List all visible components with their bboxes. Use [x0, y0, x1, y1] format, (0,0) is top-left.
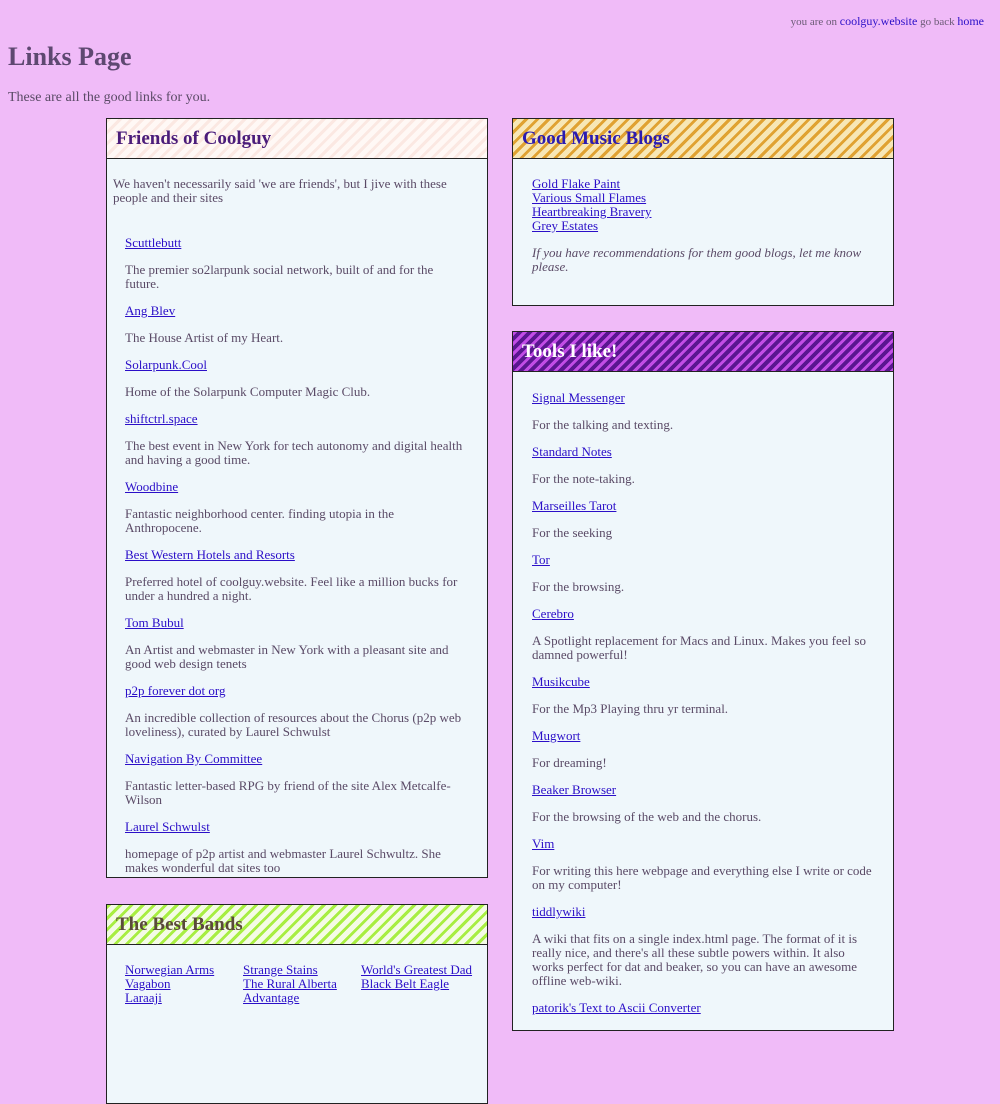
bands-grid	[107, 945, 487, 1005]
tool-link[interactable]: Tor	[532, 552, 550, 567]
top-nav	[791, 14, 984, 29]
tools-panel	[512, 331, 894, 1031]
music-panel-header	[513, 119, 893, 159]
friend-description: An incredible collection of resources about the Chorus (p2p web loveliness), curated by Laurel Schwulst	[125, 710, 462, 739]
music-list	[513, 159, 893, 274]
tool-link[interactable]: Marseilles Tarot	[532, 498, 617, 513]
band-link[interactable]: The Rural Alberta Advantage	[243, 976, 337, 1005]
tool-link[interactable]: Musikcube	[532, 674, 590, 689]
tool-link[interactable]: tiddlywiki	[532, 904, 586, 919]
music-blog-link[interactable]: Heartbreaking Bravery	[532, 204, 652, 219]
tool-description: For writing this here webpage and everything else I write or code on my computer!	[532, 863, 872, 892]
topnav-prefix: you are on	[790, 16, 838, 28]
friends-panel-header	[107, 119, 487, 159]
tool-link[interactable]: Cerebro	[532, 606, 574, 621]
friend-description: Fantastic neighborhood center. finding utopia in the Anthropocene.	[125, 506, 394, 535]
band-link[interactable]: Vagabon	[125, 976, 171, 991]
friend-link[interactable]: Scuttlebutt	[125, 235, 182, 250]
tool-description: For the browsing of the web and the chorus.	[532, 809, 762, 824]
home-link[interactable]: home	[957, 14, 984, 28]
tool-link[interactable]: Beaker Browser	[532, 782, 617, 797]
friend-description: The premier so2larpunk social network, built of and for the future.	[125, 262, 434, 291]
friends-panel	[106, 118, 488, 878]
tool-link[interactable]: Signal Messenger	[532, 390, 625, 405]
tool-description: A wiki that fits on a single index.html page. The format of it is really nice, and there's all these subtle powers within. It also works perfect for dat and beaker, so you can have an awesome offline web-wiki.	[532, 931, 858, 988]
music-note: If you have recommendations for them good blogs, let me know please.	[532, 245, 862, 274]
friend-link[interactable]: Best Western Hotels and Resorts	[125, 547, 295, 562]
page-title: Links Page	[8, 42, 132, 71]
friend-description: An Artist and webmaster in New York with a pleasant site and good web design tenets	[125, 642, 449, 671]
site-link[interactable]: coolguy.website	[839, 14, 918, 28]
tool-description: For the browsing.	[532, 579, 625, 594]
music-panel	[512, 118, 894, 306]
tools-list	[513, 391, 893, 1015]
tool-description: For dreaming!	[532, 755, 607, 770]
friend-link[interactable]: Laurel Schwulst	[125, 819, 210, 834]
tool-link[interactable]: Standard Notes	[532, 444, 612, 459]
friend-link[interactable]: p2p forever dot org	[125, 683, 226, 698]
tool-link[interactable]: Mugwort	[532, 728, 581, 743]
bands-title: The Best Bands	[116, 913, 243, 935]
friend-link[interactable]: Navigation By Committee	[125, 751, 263, 766]
friend-description: Fantastic letter-based RPG by friend of the site Alex Metcalfe-Wilson	[125, 778, 451, 807]
tools-title: Tools I like!	[522, 340, 618, 362]
friend-description: homepage of p2p artist and webmaster Laurel Schwultz. She makes wonderful dat sites too	[125, 846, 441, 875]
friends-intro: We haven't necessarily said 'we are friends', but I jive with these people and their sites	[113, 176, 447, 205]
friends-list	[107, 236, 487, 875]
tool-description: For the note-taking.	[532, 471, 635, 486]
band-link[interactable]: Black Belt Eagle	[361, 976, 450, 991]
tool-link[interactable]: patorik's Text to Ascii Converter	[532, 1000, 701, 1015]
friend-link[interactable]: Tom Bubul	[125, 615, 184, 630]
bands-column	[243, 963, 361, 1005]
friend-description: The best event in New York for tech autonomy and digital health and having a good time.	[125, 438, 463, 467]
tool-link[interactable]: Vim	[532, 836, 555, 851]
bands-column	[361, 963, 479, 1005]
tool-description: A Spotlight replacement for Macs and Linux. Makes you feel so damned powerful!	[532, 633, 866, 662]
friend-description: Preferred hotel of coolguy.website. Feel like a million bucks for under a hundred a night.	[125, 574, 458, 603]
friend-description: Home of the Solarpunk Computer Magic Club.	[125, 384, 371, 399]
friend-link[interactable]: Woodbine	[125, 479, 179, 494]
friend-link[interactable]: Solarpunk.Cool	[125, 357, 207, 372]
music-blog-link[interactable]: Gold Flake Paint	[532, 176, 621, 191]
band-link[interactable]: World's Greatest Dad	[361, 962, 473, 977]
band-link[interactable]: Laraaji	[125, 990, 162, 1005]
friend-link[interactable]: shiftctrl.space	[125, 411, 198, 426]
bands-panel	[106, 904, 488, 1104]
friend-link[interactable]: Ang Blev	[125, 303, 176, 318]
friends-title: Friends of Coolguy	[116, 127, 272, 149]
bands-panel-header	[107, 905, 487, 945]
band-link[interactable]: Norwegian Arms	[125, 962, 215, 977]
tools-panel-header	[513, 332, 893, 372]
band-link[interactable]: Strange Stains	[243, 962, 318, 977]
music-blog-link[interactable]: Various Small Flames	[532, 190, 647, 205]
topnav-middle: go back	[920, 16, 955, 28]
page-intro: These are all the good links for you.	[8, 90, 211, 105]
music-blog-link[interactable]: Grey Estates	[532, 218, 599, 233]
tool-description: For the seeking	[532, 525, 613, 540]
tool-description: For the Mp3 Playing thru yr terminal.	[532, 701, 729, 716]
music-title: Good Music Blogs	[522, 127, 670, 149]
tool-description: For the talking and texting.	[532, 417, 674, 432]
friend-description: The House Artist of my Heart.	[125, 330, 284, 345]
bands-column	[125, 963, 243, 1005]
